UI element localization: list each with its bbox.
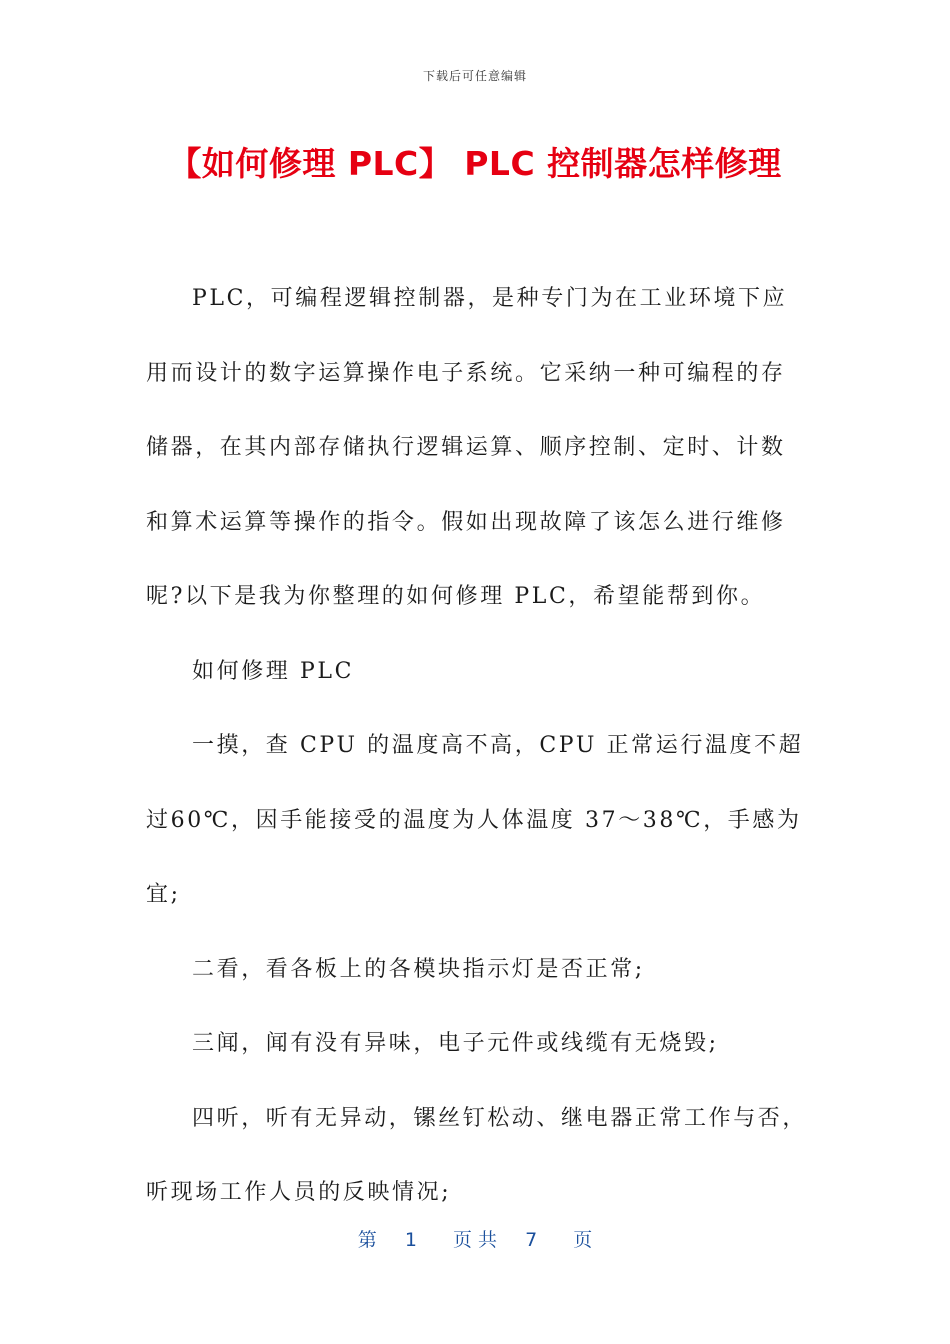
paragraph-intro: PLC，可编程逻辑控制器，是种专门为在工业环境下应用而设计的数字运算操作电子系统。它采纳一种可编程的存储器，在其内部存储执行逻辑运算、顺序控制、定时、计数和算术运算等操作的指令。假如出现故障了该怎么进行维修呢?以下是我为你整理的如何修理 PLC，希望能帮到你。 [146, 286, 788, 609]
footer-total-pages: 7 [525, 1229, 538, 1251]
paragraph-heading: 如何修理 PLC [192, 658, 355, 684]
footer-page-number: 1 [404, 1229, 417, 1251]
paragraph-step-touch: 一摸，查 CPU 的温度高不高，CPU 正常运行温度不超过60℃，因手能接受的温度为人体温度 37～38℃，手感为宜; [146, 733, 804, 907]
footer-label-page: 第 [357, 1229, 377, 1251]
paragraph-step-look: 二看，看各板上的各模块指示灯是否正常; [192, 956, 645, 982]
paragraph-step-listen: 四听，听有无异动，镙丝钉松动、继电器正常工作与否，听现场工作人员的反映情况; [146, 1105, 808, 1205]
document-body [146, 262, 810, 1231]
page-footer [0, 1225, 950, 1252]
footer-label-total: 页 共 [452, 1229, 498, 1251]
header-note: 下载后可任意编辑 [422, 69, 527, 83]
paragraph-step-smell: 三闻，闻有没有异味，电子元件或线缆有无烧毁; [192, 1031, 719, 1056]
document-title: 【如何修理 PLC】 PLC 控制器怎样修理 [168, 144, 782, 183]
footer-label-suffix: 页 [573, 1229, 593, 1251]
